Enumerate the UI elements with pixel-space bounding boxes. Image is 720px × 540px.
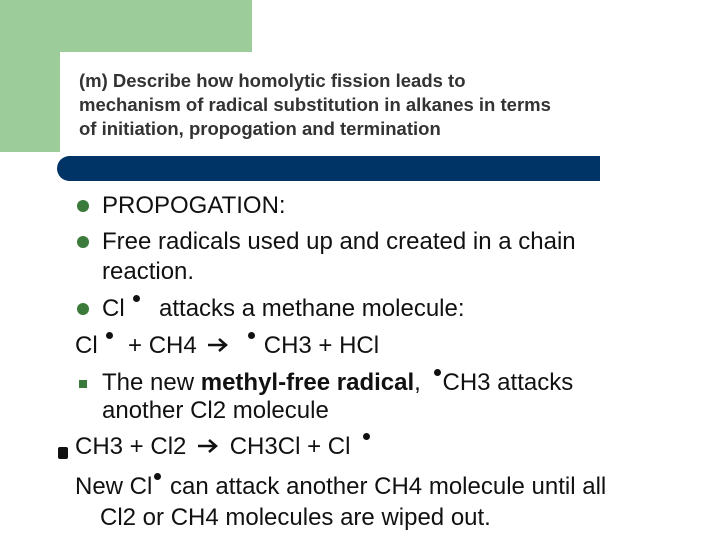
- text-comma: ,: [414, 369, 421, 396]
- right-arrow-icon: [197, 438, 219, 454]
- bullet-dot-icon: [77, 200, 89, 212]
- text-ch3-attacks: CH3 attacks: [442, 369, 574, 396]
- radical-dot-icon: [363, 433, 370, 440]
- text-ch3-cl2: CH3 + Cl2: [75, 433, 187, 460]
- text-ch3-hcl: CH3 + HCl: [263, 332, 380, 359]
- radical-dot-icon: [58, 447, 68, 459]
- line-equation-1: [75, 332, 379, 360]
- bullet-dot-icon: [77, 303, 89, 315]
- text-ch3cl-cl: CH3Cl + Cl: [229, 433, 351, 460]
- radical-dot-icon: [154, 473, 161, 480]
- radical-dot-icon: [434, 369, 441, 376]
- text-cl-radical: Cl: [75, 332, 98, 359]
- title-line-2: mechanism of radical substitution in alkanes in terms: [79, 94, 551, 115]
- line-reaction: reaction.: [102, 258, 195, 285]
- text-can-attack: can attack another CH4 molecule until all: [170, 473, 607, 500]
- text-methyl-free-radical: methyl-free radical: [200, 369, 415, 396]
- title-line-1: (m) Describe how homolytic fission leads to: [79, 70, 466, 91]
- text-the-new: The new: [102, 369, 195, 396]
- text-plus-ch4: + CH4: [128, 332, 197, 359]
- line-propogation: PROPOGATION:: [102, 192, 286, 219]
- bullet-dot-icon: [77, 236, 89, 248]
- text-cl: Cl: [102, 295, 125, 322]
- line-wiped-out: Cl2 or CH4 molecules are wiped out.: [100, 504, 491, 531]
- radical-dot-icon: [248, 332, 255, 339]
- line-equation-2: [75, 433, 372, 461]
- title-line-3: of initiation, propogation and termination: [79, 118, 441, 139]
- line-new-cl: [75, 473, 606, 501]
- right-arrow-icon: [207, 337, 229, 353]
- radical-dot-icon: [133, 295, 140, 302]
- line-free-radicals: Free radicals used up and created in a chain: [102, 228, 576, 255]
- text-attacks-methane: attacks a methane molecule:: [159, 295, 465, 322]
- line-new-methyl: [102, 369, 573, 397]
- line-another-cl2: another Cl2 molecule: [102, 397, 329, 424]
- text-new-cl: New Cl: [75, 473, 153, 500]
- radical-dot-icon: [106, 332, 113, 339]
- line-cl-attacks: [102, 295, 465, 323]
- bullet-square-icon: [79, 380, 87, 388]
